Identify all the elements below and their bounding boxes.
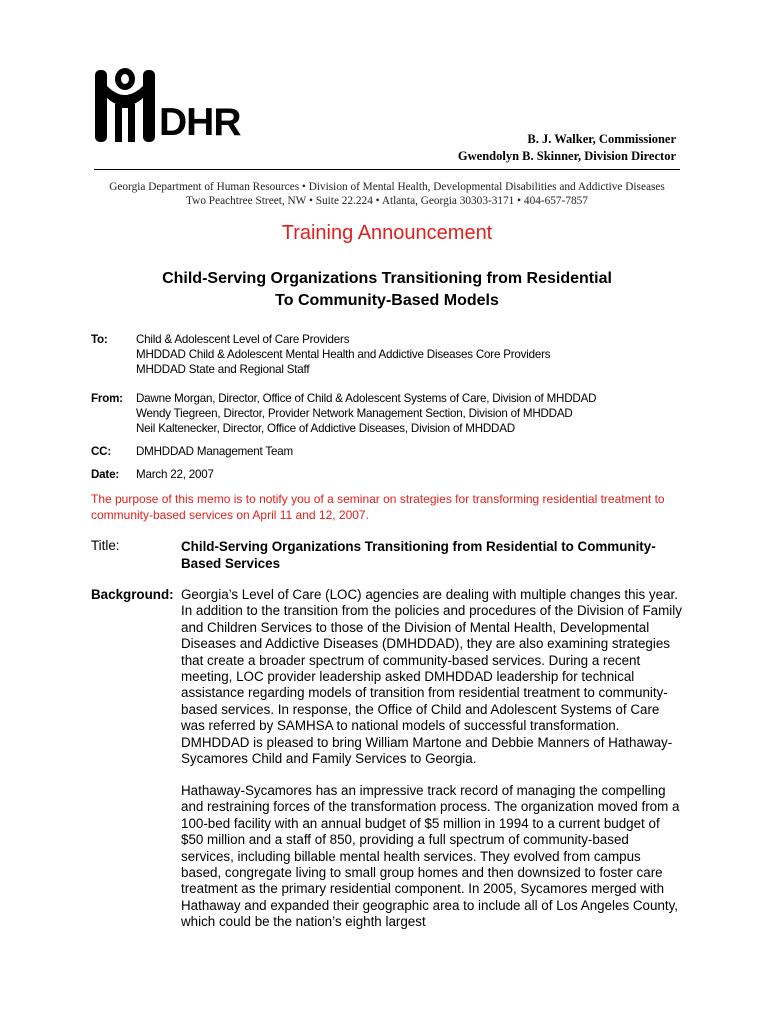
logo-text: DHR [159,101,241,144]
subject-line-1: Child-Serving Organizations Transitioning from Residential [162,270,612,287]
date-label: Date: [91,468,119,481]
memo-from [91,391,691,436]
purpose-statement: The purpose of this memo is to notify you of a seminar on strategies for transforming residential treatment to community-based services on April 11 and 12, 2007. [91,492,665,522]
memo-subject [94,268,680,312]
background-label: Background: [91,587,174,602]
from-sender: Wendy Tiegreen, Director, Provider Network Management Section, Division of MHDDAD [136,407,573,420]
background-paragraph-2: Hathaway-Sycamores has an impressive track record of managing the compelling and restraining forces of the transformation process. The organization moved from a 100-bed facility with an annual budget of $5 million in 1994 to a current budget of $50 million and a staff of 850, providing a full spectrum of community-based services, including billable mental health services. They evolved from campus based, congregate living to small group homes and then downsized to foster care treatment as the primary residential component. In 2005, Sycamores merged with Hathaway and expanded their geographic area to include all of Los Angeles County, which could be the nation’s eighth largest [181,783,680,930]
from-sender: Dawne Morgan, Director, Office of Child & Adolescent Systems of Care, Division of MHDDAD [136,392,597,405]
title-value: Child-Serving Organizations Transitioning from Residential to Community-Based Services [181,539,656,571]
agency-info [94,180,680,208]
header-divider [94,169,680,170]
to-recipient: MHDDAD State and Regional Staff [136,363,310,376]
date-value: March 22, 2007 [136,468,214,481]
to-recipient: Child & Adolescent Level of Care Providers [136,333,350,346]
officials-block [458,131,676,165]
title-label: Title: [91,538,120,553]
memo-date [91,467,691,482]
commissioner-name: B. J. Walker, Commissioner [527,132,676,146]
from-sender: Neil Kaltenecker, Director, Office of Addictive Diseases, Division of MHDDAD [136,422,515,435]
to-label: To: [91,333,108,346]
cc-label: CC: [91,445,112,458]
from-senders [136,391,596,436]
background-paragraph-1: Georgia’s Level of Care (LOC) agencies are dealing with multiple changes this year. In addition to the transition from the policies and procedures of the Division of Family and Children Services to those of the Division of Mental Health, Developmental Diseases and Addictive Diseases (DMHDDAD), they are also examining strategies that create a broader spectrum of community-based services. During a recent meeting, LOC provider leadership asked DMHDDAD leadership for technical assistance regarding models of transition from residential treatment to community-based services. In response, the Office of Child and Adolescent Systems of Care was referred by SAMHSA to national models of successful transformation. DMHDDAD is pleased to bring William Martone and Debbie Manners of Hathaway-Sycamores Child and Family Services to Georgia. [181,587,682,767]
agency-line-1: Georgia Department of Human Resources • Division of Mental Health, Developmental Disabilities and Addictive Diseases [109,181,665,193]
dhr-logo [95,64,270,144]
from-label: From: [91,392,123,405]
division-director-name: Gwendolyn B. Skinner, Division Director [457,149,676,163]
agency-address: Two Peachtree Street, NW • Suite 22.224 • Atlanta, Georgia 30303-3171 • 404-657-7857 [186,195,588,207]
subject-line-2: To Community-Based Models [275,292,499,309]
to-recipient: MHDDAD Child & Adolescent Mental Health and Addictive Diseases Core Providers [136,348,551,361]
memo-cc [91,444,691,459]
to-recipients [136,332,550,377]
memo-to [91,332,691,377]
announcement-heading: Training Announcement [281,222,493,244]
cc-value: DMHDDAD Management Team [136,445,293,458]
